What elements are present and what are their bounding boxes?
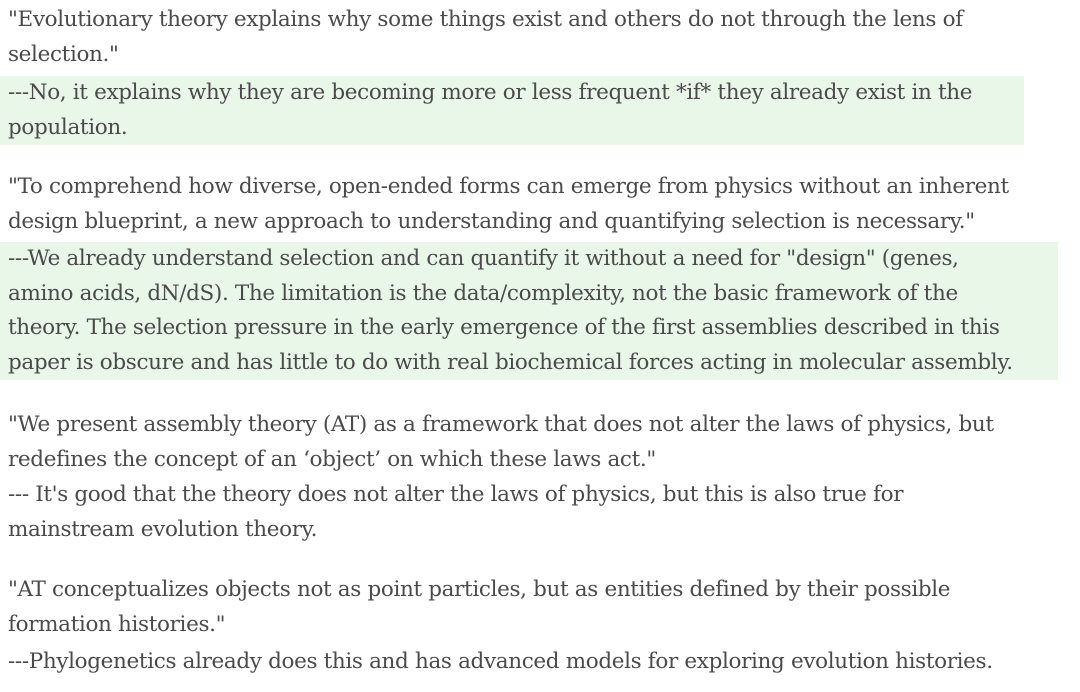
reply-line: mainstream evolution theory.: [8, 516, 318, 542]
quote-line: "To comprehend how diverse, open-ended forms can emerge from physics without an inherent: [8, 174, 1009, 199]
quote-line: formation histories.": [8, 611, 226, 637]
reply-line: --- It's good that the theory does not alter the laws of physics, but this is also true for: [8, 482, 904, 507]
reply-line: amino acids, dN/dS). The limitation is the data/complexity, not the basic framework of the: [8, 280, 958, 306]
quote-block-2: [0, 170, 1009, 239]
reply-block-2: [0, 242, 1058, 380]
reply-line: ---Phylogenetics already does this and has advanced models for exploring evolution histories.: [8, 649, 993, 674]
reply-line: paper is obscure and has little to do with real biochemical forces acting in molecular assembly.: [8, 349, 1013, 375]
quote-line: design blueprint, a new approach to understanding and quantifying selection is necessary.": [8, 208, 975, 234]
quote-line: redefines the concept of an ‘object’ on which these laws act.": [8, 446, 656, 472]
quote-line: selection.": [8, 41, 119, 67]
reply-line: ---We already understand selection and can quantify it without a need for "design" (genes,: [8, 246, 959, 271]
quote-line: "Evolutionary theory explains why some things exist and others do not through the lens of: [8, 7, 963, 32]
quote-block-4: [0, 573, 950, 642]
reply-block-1: [0, 76, 1024, 145]
quote-line: "AT conceptualizes objects not as point particles, but as entities defined by their possible: [8, 577, 951, 602]
reply-line: theory. The selection pressure in the early emergence of the first assemblies described in this: [8, 315, 1000, 340]
reply-block-4: [0, 645, 993, 680]
reply-line: population.: [8, 114, 128, 140]
quote-block-3: [0, 408, 994, 477]
reply-block-3: [0, 478, 903, 547]
quote-block-1: [0, 3, 963, 72]
quote-line: "We present assembly theory (AT) as a framework that does not alter the laws of physics, but: [8, 412, 994, 437]
reply-line: ---No, it explains why they are becoming more or less frequent *if* they already exist in the: [8, 80, 973, 105]
